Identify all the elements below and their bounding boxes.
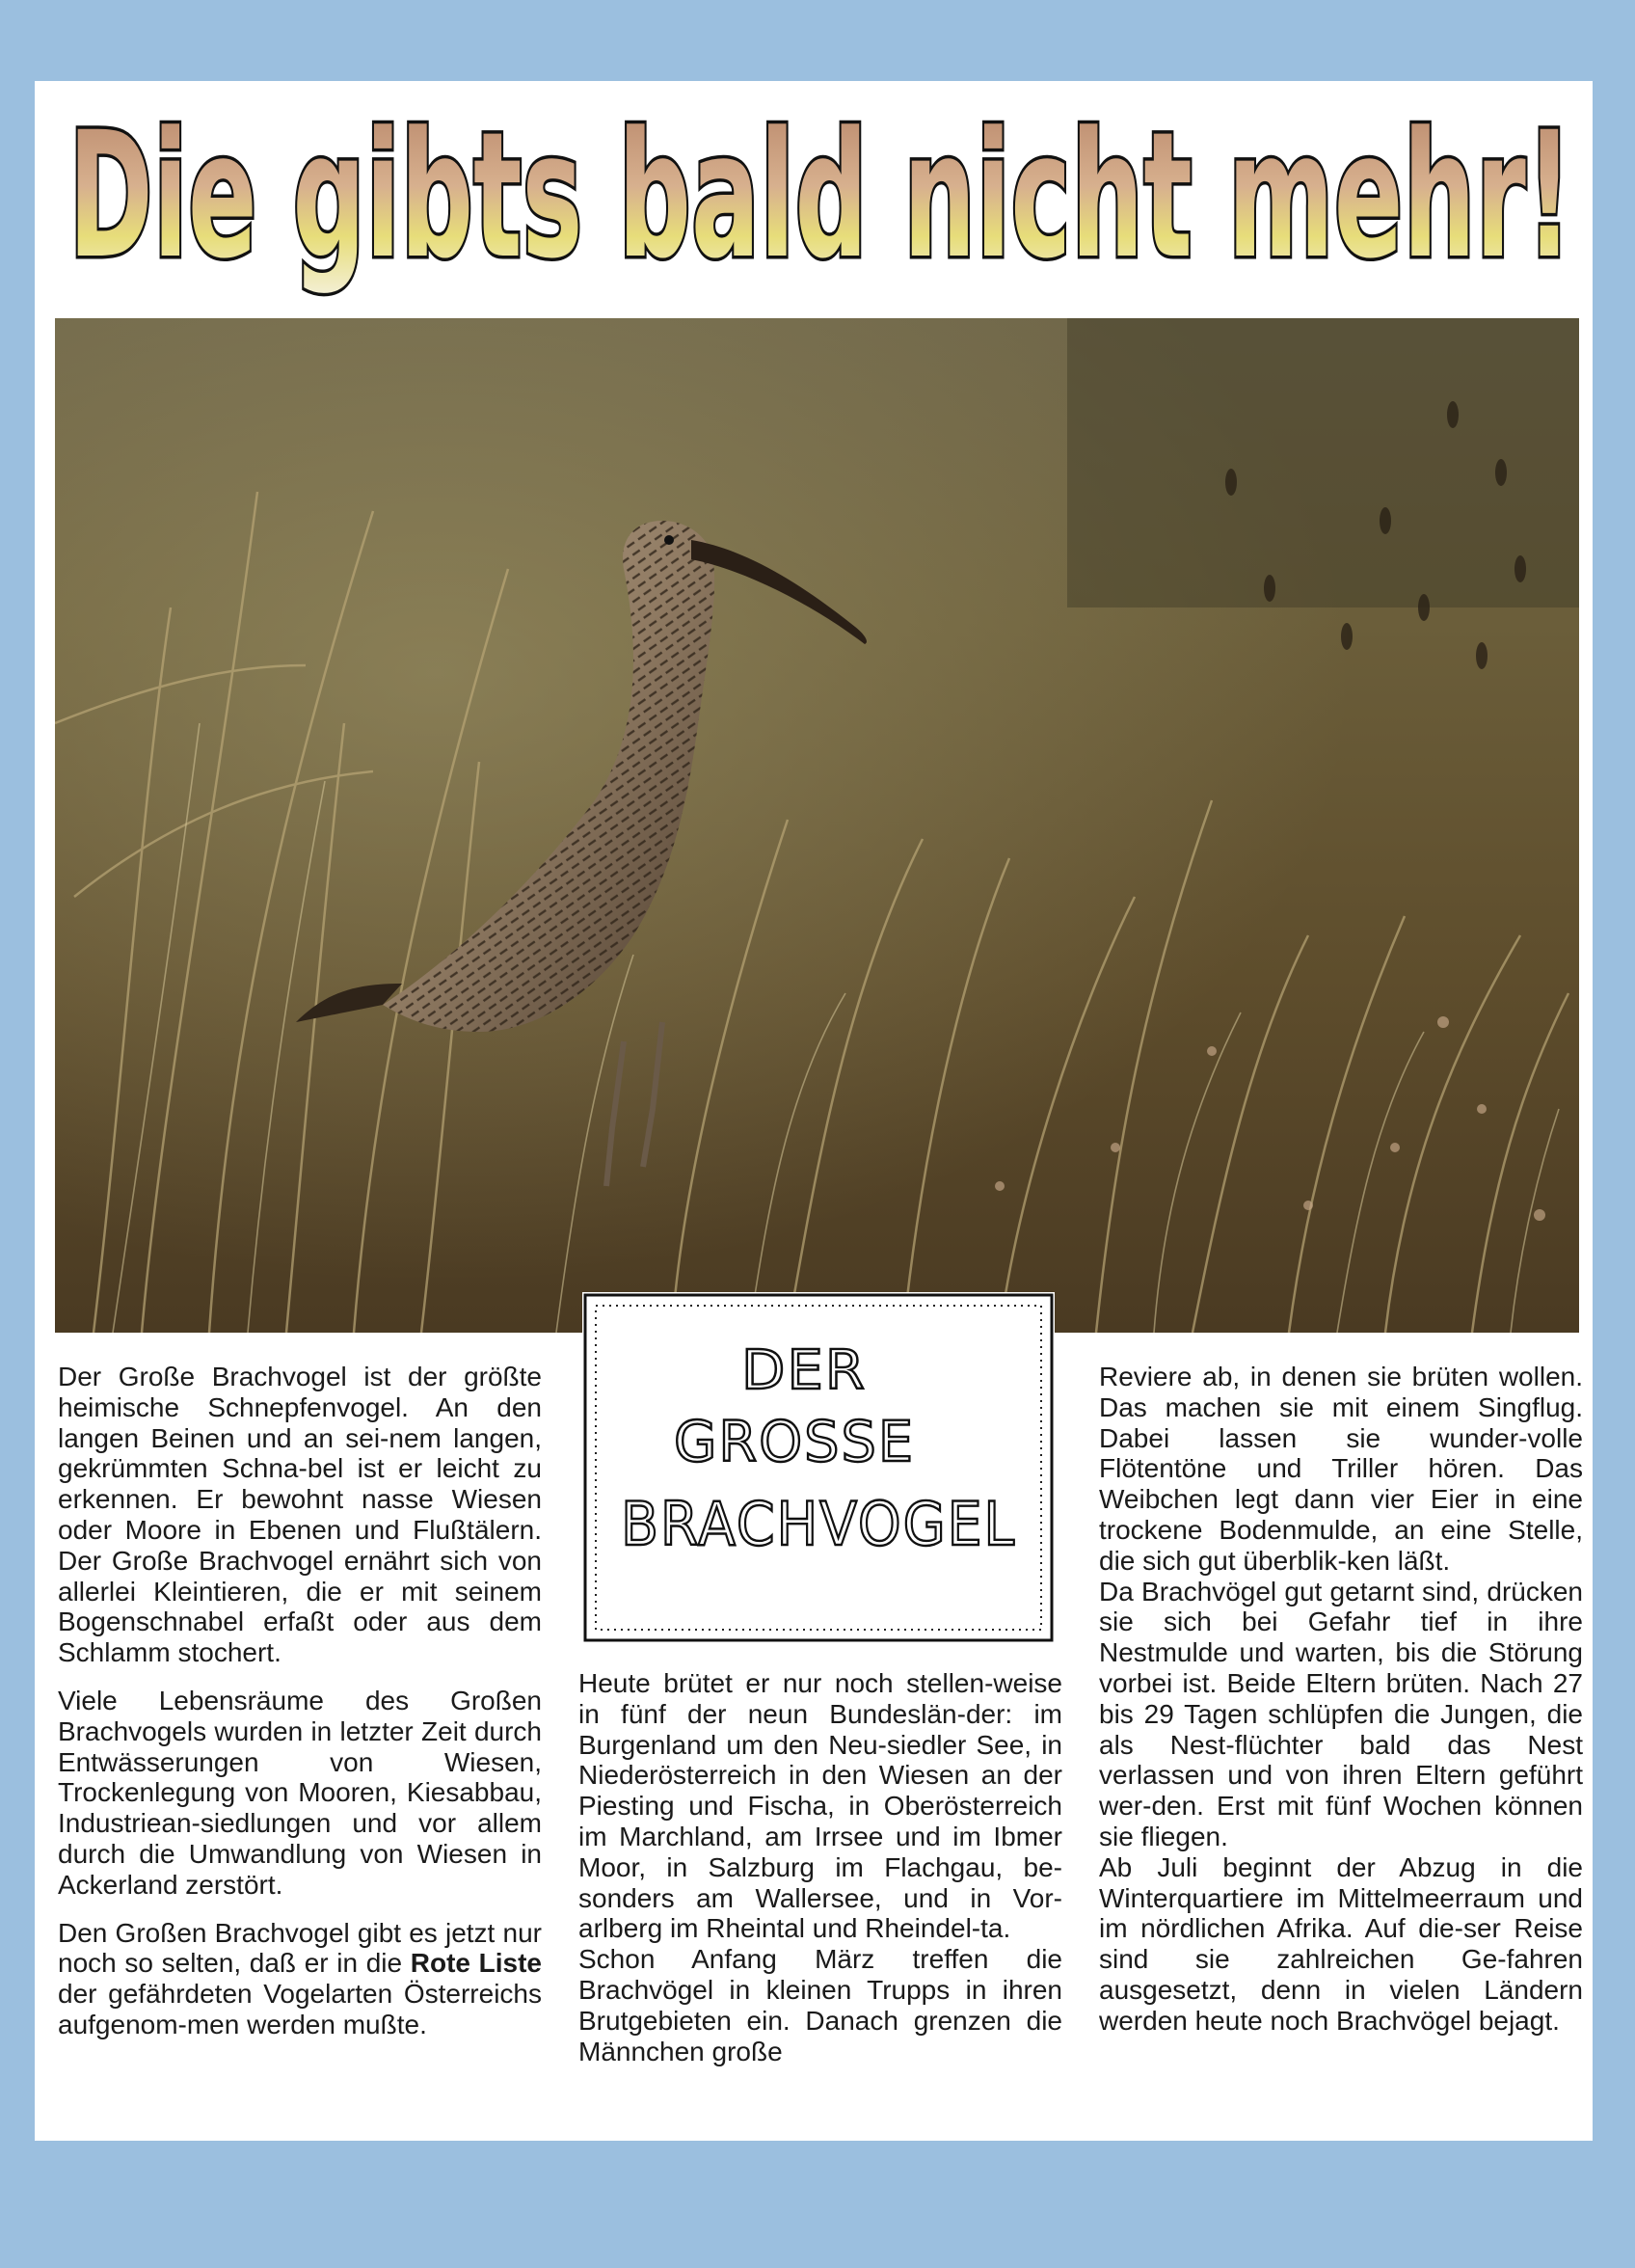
col1-paragraph-3 bbox=[58, 1918, 542, 2040]
col1-paragraph-1: Der Große Brachvogel ist der größte heimische Schnepfenvogel. An den langen Beinen und an sei-nem langen, gekrümmten Schna-bel ist er leicht zu erkennen. Er bewohnt nasse Wiesen oder Moore in Ebenen und Flußtälern. Der Große Brachvogel ernährt sich von allerlei Kleintieren, die er mit seinem Bogenschnabel erfaßt oder aus dem Schlamm stochert. bbox=[58, 1362, 542, 1668]
headline-graphic bbox=[50, 92, 1591, 323]
col1-p3-before: Den Großen Brachvogel gibt es jetzt nur noch so selten, daß er in die bbox=[58, 1917, 542, 1979]
col2-paragraph-2: Schon Anfang März treffen die Brachvögel in kleinen Trupps in ihren Brutgebieten ein. Danach grenzen die Männchen große bbox=[578, 1944, 1062, 2066]
article-column-1 bbox=[58, 1362, 542, 2040]
curlew-photo bbox=[55, 318, 1579, 1333]
box-title-line1: DER bbox=[741, 1339, 867, 1402]
article-column-2 bbox=[578, 1668, 1062, 2066]
box-title-line2: GROSSE bbox=[674, 1409, 915, 1474]
article-column-3 bbox=[1099, 1362, 1583, 2037]
col3-paragraph-2: Da Brachvögel gut getarnt sind, drücken sie sich bei Gefahr tief in ihre Nestmulde und warten, bis die Störung vorbei ist. Beide Eltern brüten. Nach 27 bis 29 Tagen schlüpfen die Jungen, die als Nest-flüchter bald das Nest verlassen und von ihren Eltern geführt wer-den. Erst mit fünf Wochen können sie fliegen. bbox=[1099, 1576, 1583, 1851]
col1-p3-after: der gefährdeten Vogelarten Österreichs aufgenom-men werden mußte. bbox=[58, 1979, 542, 2039]
col3-paragraph-1: Reviere ab, in denen sie brüten wollen. Das machen sie mit einem Singflug. Dabei lassen sie wunder-volle Flötentöne und Triller hören. Das Weibchen legt dann vier Eier in eine trockene Bodenmulde, an eine Stelle, die sich gut überblik-ken läßt. bbox=[1099, 1362, 1583, 1576]
headline-text: Die gibts bald nicht mehr! bbox=[68, 95, 1573, 297]
box-title-line3: BRACHVOGEL bbox=[621, 1489, 1016, 1559]
col3-paragraph-3: Ab Juli beginnt der Abzug in die Winterquartiere im Mittelmeerraum und im nördlichen Afrika. Auf die-ser Reise sind sie zahlreichen Ge-fahren ausgesetzt, denn in vielen Ländern werden heute noch Brachvögel bejagt. bbox=[1099, 1851, 1583, 2036]
col1-paragraph-2: Viele Lebensräume des Großen Brachvogels wurden in letzter Zeit durch Entwässerungen von Wiesen, Trockenlegung von Mooren, Kiesabbau, Industriean-siedlungen und vor allem durch die Umwandlung von Wiesen in Ackerland zerstört. bbox=[58, 1685, 542, 1900]
rote-liste-emphasis: Rote Liste bbox=[410, 1948, 543, 1979]
headline bbox=[50, 92, 1591, 323]
boxed-title bbox=[582, 1292, 1055, 1643]
col2-paragraph-1: Heute brütet er nur noch stellen-weise in fünf der neun Bundeslän-der: im Burgenland um den Neu-siedler See, in Niederösterreich in den Wiesen an der Piesting und Fischa, in Oberösterreich im Marchland, am Irrsee und im Ibmer Moor, in Salzburg im Flachgau, be-sonders am Wallersee, und in Vor-arlberg im Rheintal und Rheindel-ta. bbox=[578, 1668, 1062, 1944]
